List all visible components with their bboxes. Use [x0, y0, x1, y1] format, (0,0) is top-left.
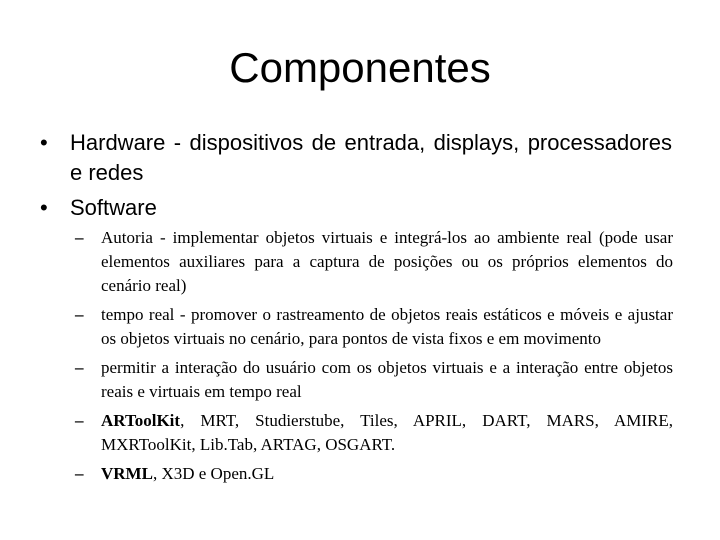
sub-bullet-tempo-real [75, 303, 673, 351]
sub-bullet-text: tempo real - promover o rastreamento de objetos reais estáticos e móveis e ajustar os objetos virtuais no cenário, para pontos de vista fixos e em movimento [101, 305, 673, 348]
sub-bullet-list [75, 226, 673, 491]
sub-bullet-text: , MRT, Studierstube, Tiles, APRIL, DART, MARS, AMIRE, MXRToolKit, Lib.Tab, ARTAG, OSGART. [101, 411, 673, 454]
sub-bullet-marker: – [75, 358, 84, 377]
bullet-text: Software [70, 195, 157, 220]
sub-bullet-interacao [75, 356, 673, 404]
sub-bullet-toolkits [75, 409, 673, 457]
slide-title: Componentes [229, 44, 491, 91]
sub-bullet-marker: – [75, 228, 84, 247]
bullet-marker: • [40, 130, 48, 155]
bullet-list [40, 128, 672, 228]
sub-bullet-marker: – [75, 411, 84, 430]
sub-bullet-autoria [75, 226, 673, 298]
sub-bullet-text: Autoria - implementar objetos virtuais e integrá-los ao ambiente real (pode usar elementos auxiliares para a captura de posições ou os próprios elementos do cenário real) [101, 228, 673, 295]
sub-bullet-marker: – [75, 305, 84, 324]
sub-bullet-marker: – [75, 464, 84, 483]
bullet-text: Hardware - dispositivos de entrada, displays, processadores e redes [70, 130, 672, 185]
sub-bullet-graphics [75, 462, 673, 486]
sub-bullet-text: permitir a interação do usuário com os objetos virtuais e a interação entre objetos reais e virtuais em tempo real [101, 358, 673, 401]
sub-bullet-text: , X3D e Open.GL [152, 464, 275, 483]
bullet-item-hardware [40, 128, 672, 188]
bullet-item-software [40, 193, 672, 223]
sub-bullet-bold-text: VRML [101, 464, 153, 483]
bullet-marker: • [40, 195, 48, 220]
sub-bullet-bold-text: ARToolKit [101, 411, 181, 430]
